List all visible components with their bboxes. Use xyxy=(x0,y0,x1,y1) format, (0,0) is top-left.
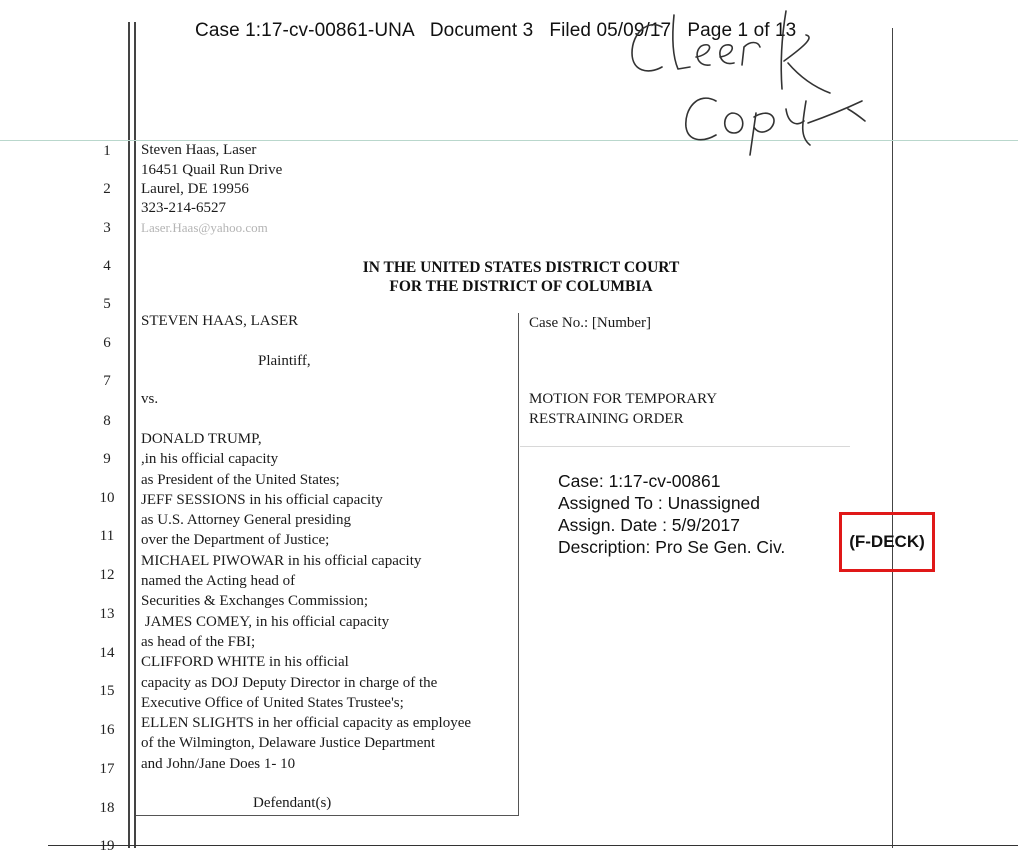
line-number: 7 xyxy=(103,373,111,389)
defendant-line: ELLEN SLIGHTS in her official capacity as employee xyxy=(141,715,472,732)
caption-divider-bottom xyxy=(136,815,519,816)
line-number: 6 xyxy=(103,335,111,351)
sender-name: Steven Haas, Laser xyxy=(141,142,257,158)
case-assignment-stamp xyxy=(558,470,785,558)
case-number-stamp: Case: 1:17-cv-00861 xyxy=(558,471,721,491)
f-deck-badge xyxy=(839,512,935,572)
assigned-to-stamp: Assigned To : Unassigned xyxy=(558,493,761,513)
defendant-list xyxy=(141,429,471,774)
line-number: 8 xyxy=(103,413,111,429)
defendant-line: as U.S. Attorney General presiding xyxy=(141,512,351,529)
defendant-line: Executive Office of United States Trustee's; xyxy=(141,694,404,711)
f-deck-label: (F-DECK) xyxy=(849,532,925,551)
defendant-line: CLIFFORD WHITE in his official xyxy=(141,654,349,671)
line-number: 10 xyxy=(99,490,115,506)
defendant-line: of the Wilmington, Delaware Justice Department xyxy=(141,735,436,752)
defendant-line: MICHAEL PIWOWAR in his official capacity xyxy=(141,552,422,569)
sender-phone: 323-214-6527 xyxy=(141,200,226,216)
defendant-line: over the Department of Justice; xyxy=(141,532,330,549)
line-number: 18 xyxy=(99,800,115,816)
description-stamp: Description: Pro Se Gen. Civ. xyxy=(558,537,786,557)
handwritten-clerk-copy xyxy=(610,5,880,165)
motion-title-line1: MOTION FOR TEMPORARY xyxy=(529,391,718,407)
defendant-line: Securities & Exchanges Commission; xyxy=(141,593,369,610)
defendant-line: JEFF SESSIONS in his official capacity xyxy=(141,491,383,508)
filing-header: Case 1:17-cv-00861-UNA Document 3 Filed 05/09/17 Page 1 of 13 xyxy=(195,20,797,41)
case-number-field: Case No.: [Number] xyxy=(529,315,652,331)
right-margin-rule xyxy=(892,28,893,848)
defendant-line: named the Acting head of xyxy=(141,573,296,590)
line-number: 17 xyxy=(99,761,115,777)
bottom-rule xyxy=(48,845,1018,846)
defendant-line: capacity as DOJ Deputy Director in charge of the xyxy=(141,674,438,691)
line-number: 5 xyxy=(103,296,111,312)
line-number: 15 xyxy=(99,683,115,699)
line-number: 11 xyxy=(99,528,115,544)
defendant-line: and John/Jane Does 1- 10 xyxy=(141,755,296,772)
line-number: 4 xyxy=(103,258,111,274)
line-number: 1 xyxy=(103,143,111,159)
plaintiff-name: STEVEN HAAS, LASER xyxy=(141,313,299,329)
line-number: 2 xyxy=(103,181,111,197)
line-number: 14 xyxy=(99,645,115,661)
line-number: 3 xyxy=(103,220,111,236)
caption-divider-vertical xyxy=(518,313,519,816)
left-margin-rule-inner xyxy=(134,22,136,848)
line-number: 19 xyxy=(99,838,115,854)
line-number: 13 xyxy=(99,606,115,622)
court-title-line1: IN THE UNITED STATES DISTRICT COURT xyxy=(362,259,680,276)
sender-address-line1: 16451 Quail Run Drive xyxy=(141,162,283,178)
defendant-line: ,in his official capacity xyxy=(141,451,279,468)
defendant-line: JAMES COMEY, in his official capacity xyxy=(141,613,390,630)
sender-address-line2: Laurel, DE 19956 xyxy=(141,181,249,197)
defendant-label: Defendant(s) xyxy=(253,795,332,811)
defendant-line: as head of the FBI; xyxy=(141,633,256,650)
line-number: 16 xyxy=(99,722,115,738)
motion-underline xyxy=(520,446,850,447)
line-number: 9 xyxy=(103,451,111,467)
assign-date-stamp: Assign. Date : 5/9/2017 xyxy=(558,515,740,535)
sender-email: Laser.Haas@yahoo.com xyxy=(141,220,268,235)
defendant-line: DONALD TRUMP, xyxy=(141,431,262,447)
versus-label: vs. xyxy=(141,391,159,407)
left-margin-rule-outer xyxy=(128,22,130,848)
court-title-line2: FOR THE DISTRICT OF COLUMBIA xyxy=(389,278,653,295)
line-number: 12 xyxy=(99,567,115,583)
defendant-line: as President of the United States; xyxy=(141,471,340,488)
motion-title-line2: RESTRAINING ORDER xyxy=(529,411,684,427)
plaintiff-label: Plaintiff, xyxy=(258,353,311,369)
